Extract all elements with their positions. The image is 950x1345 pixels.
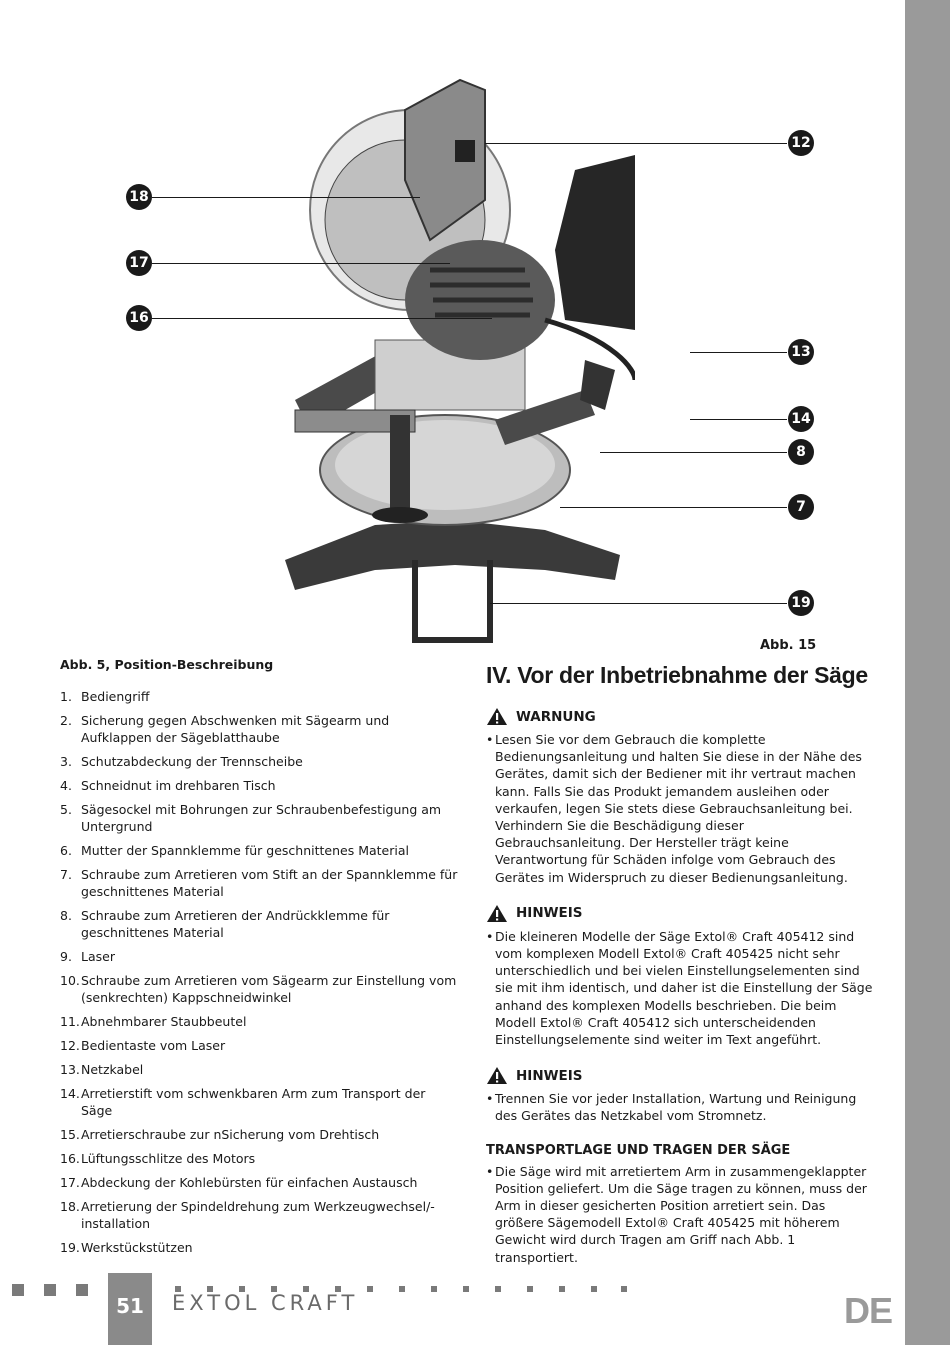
warning-triangle-icon bbox=[486, 904, 508, 923]
callout-17: 17 bbox=[126, 250, 152, 276]
hinweis-text: • Die kleineren Modelle der Säge Extol® Craft 405412 sind vom komplexen Modell Extol® Craft 405425 nicht sehr unterschiedlich und bei vielen Einstellungselementen sind sie mit ihm identisch, und daher ist die Einstellung der Säge anhand des komplexen Modells beschrieben. Die beim Modell Extol® Craft 405412 sich unterscheidenden Einstellungselemente sind weiter im Text angeführt. bbox=[486, 928, 873, 1048]
leader-line-14 bbox=[690, 419, 787, 420]
brand-logo: EXTOL CRAFT bbox=[172, 1291, 359, 1315]
warning-text: • Lesen Sie vor dem Gebrauch die komplette Bedienungsanleitung und halten Sie diese in der Nähe des Gerätes, damit sich der Bediener mit ihr vertraut machen kann. Falls Sie das Produkt jemandem ausleihen oder verkaufen, legen Sie stets diese Gebrauchsanleitung bei. Verhindern Sie die Beschädigung dieser Gebrauchsanleitung. Der Hersteller trägt keine Verantwortung für Schäden infolge vom Gebrauch des Gerätes im Widerspruch zu dieser Bedienungsanleitung. bbox=[486, 732, 862, 885]
list-item: 6. Mutter der Spannklemme für geschnittenes Material bbox=[60, 843, 409, 858]
position-description bbox=[60, 657, 460, 1263]
section-heading: IV. Vor der Inbetriebnahme der Säge bbox=[486, 662, 868, 688]
list-item: 13. Netzkabel bbox=[60, 1062, 144, 1077]
footer-dot bbox=[495, 1286, 501, 1292]
callout-14: 14 bbox=[788, 406, 814, 432]
language-code: DE bbox=[844, 1290, 893, 1331]
list-item: 7. Schraube zum Arretieren vom Stift an der Spannklemme für geschnittenes Material bbox=[60, 867, 458, 899]
warning-triangle-icon bbox=[486, 1066, 508, 1085]
footer-square bbox=[12, 1284, 24, 1296]
list-item: 19. Werkstückstützen bbox=[60, 1240, 193, 1255]
leader-line-18 bbox=[152, 197, 420, 198]
list-item: 16. Lüftungsschlitze des Motors bbox=[60, 1151, 256, 1166]
hinweis-header bbox=[486, 1066, 876, 1085]
side-color-bar bbox=[905, 0, 950, 1345]
warning-header bbox=[486, 707, 876, 726]
miter-saw-illustration bbox=[255, 70, 635, 645]
callout-8: 8 bbox=[788, 439, 814, 465]
list-item: 2. Sicherung gegen Abschwenken mit Sägearm und Aufklappen der Sägeblatthaube bbox=[60, 713, 390, 745]
callout-19: 19 bbox=[788, 590, 814, 616]
list-item: 5. Sägesockel mit Bohrungen zur Schraubenbefestigung am Untergrund bbox=[60, 802, 442, 834]
leader-line-16 bbox=[152, 318, 492, 319]
list-item: 11. Abnehmbarer Staubbeutel bbox=[60, 1014, 247, 1029]
callout-12: 12 bbox=[788, 130, 814, 156]
list-item: 14. Arretierstift vom schwenkbaren Arm zum Transport der Säge bbox=[60, 1086, 426, 1118]
callout-16: 16 bbox=[126, 305, 152, 331]
callout-7: 7 bbox=[788, 494, 814, 520]
leader-line-12 bbox=[485, 143, 787, 144]
list-item: 4. Schneidnut im drehbaren Tisch bbox=[60, 778, 276, 793]
footer-dot bbox=[367, 1286, 373, 1292]
footer-dot bbox=[399, 1286, 405, 1292]
warning-triangle-icon bbox=[486, 707, 508, 726]
list-item: 17. Abdeckung der Kohlebürsten für einfachen Austausch bbox=[60, 1175, 418, 1190]
hinweis-title: HINWEIS bbox=[516, 905, 583, 922]
position-list-title: Abb. 5, Position-Beschreibung bbox=[60, 657, 274, 672]
leader-line-8 bbox=[600, 452, 787, 453]
figure-caption: Abb. 15 bbox=[760, 638, 817, 653]
list-item: 8. Schraube zum Arretieren der Andrückklemme für geschnittenes Material bbox=[60, 908, 390, 940]
list-item: 3. Schutzabdeckung der Trennscheibe bbox=[60, 754, 303, 769]
list-item: 1. Bediengriff bbox=[60, 689, 150, 704]
list-item: 12. Bedientaste vom Laser bbox=[60, 1038, 226, 1053]
section-before-operation bbox=[486, 662, 876, 1284]
leader-line-13 bbox=[690, 352, 787, 353]
hinweis-title: HINWEIS bbox=[516, 1067, 583, 1084]
hinweis-header bbox=[486, 904, 876, 923]
leader-line-19 bbox=[490, 603, 787, 604]
list-item: 10. Schraube zum Arretieren vom Sägearm zur Einstellung vom (senkrechten) Kappschneidwinkel bbox=[60, 973, 457, 1005]
leader-line-7 bbox=[560, 507, 787, 508]
footer-dot bbox=[621, 1286, 627, 1292]
footer-dot bbox=[591, 1286, 597, 1292]
callout-18: 18 bbox=[126, 184, 152, 210]
transport-heading: TRANSPORTLAGE UND TRAGEN DER SÄGE bbox=[486, 1142, 791, 1158]
footer-square bbox=[76, 1284, 88, 1296]
list-item: 9. Laser bbox=[60, 949, 115, 964]
position-list bbox=[60, 688, 460, 1256]
callout-13: 13 bbox=[788, 339, 814, 365]
warning-title: WARNUNG bbox=[516, 708, 596, 725]
hinweis-text: • Trennen Sie vor jeder Installation, Wartung und Reinigung des Gerätes das Netzkabel vom Stromnetz. bbox=[486, 1091, 857, 1124]
transport-text: • Die Säge wird mit arretiertem Arm in zusammengeklappter Position geliefert. Um die Säge tragen zu können, muss der Arm in dieser gesicherten Position arretiert sein. Das größere Sägemodell Extol® Craft 405425 mit höherem Gewicht wird durch Tragen am Griff nach Abb. 1 transportiert. bbox=[486, 1163, 867, 1265]
list-item: 15. Arretierschraube zur nSicherung vom Drehtisch bbox=[60, 1127, 380, 1142]
leader-line-17 bbox=[152, 263, 450, 264]
page-number: 51 bbox=[108, 1273, 152, 1345]
list-item: 18. Arretierung der Spindeldrehung zum Werkzeugwechsel/-installation bbox=[60, 1199, 435, 1231]
footer-dot bbox=[431, 1286, 437, 1292]
footer-dot bbox=[527, 1286, 533, 1292]
footer-dot bbox=[559, 1286, 565, 1292]
footer-square bbox=[44, 1284, 56, 1296]
footer-dot bbox=[463, 1286, 469, 1292]
